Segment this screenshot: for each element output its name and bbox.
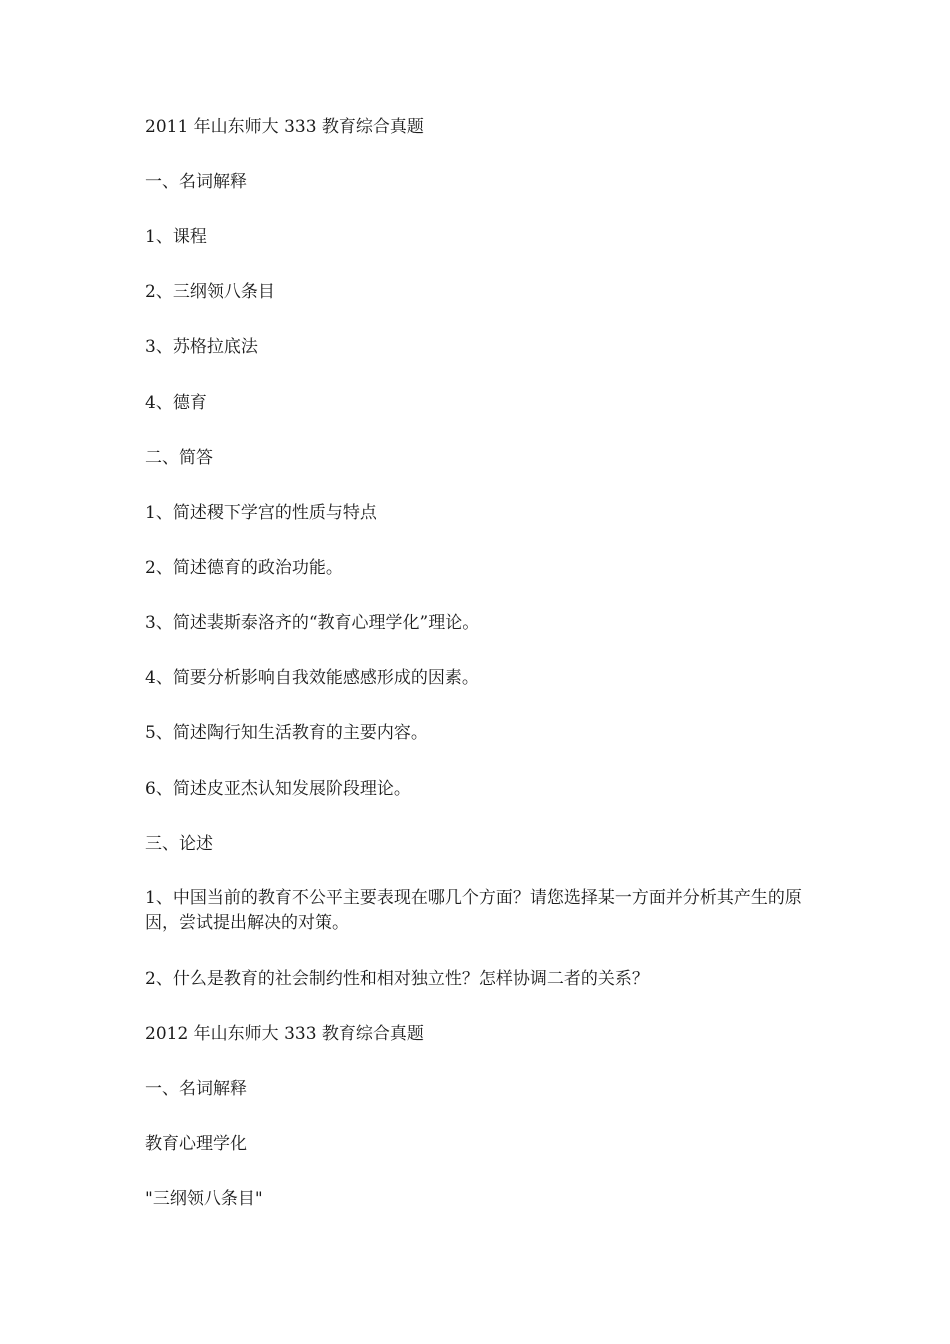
question-item: 3、苏格拉底法: [145, 337, 258, 357]
question-item: 2、什么是教育的社会制约性和相对独立性？怎样协调二者的关系？: [145, 969, 649, 989]
question-item: "三纲领八条目": [145, 1189, 263, 1209]
question-item: 2、三纲领八条目: [145, 282, 275, 302]
section-heading-terms: 一、名词解释: [145, 172, 247, 192]
question-item: 5、简述陶行知生活教育的主要内容。: [145, 723, 428, 743]
question-item: 1、课程: [145, 227, 207, 247]
exam-title-2011: 2011 年山东师大 333 教育综合真题: [145, 117, 424, 137]
question-item: 4、德育: [145, 393, 207, 413]
section-heading-essay: 三、论述: [145, 834, 213, 854]
question-item: 教育心理学化: [145, 1134, 247, 1154]
question-item: 1、中国当前的教育不公平主要表现在哪几个方面？请您选择某一方面并分析其产生的原因，尝试提出解决的对策。: [145, 888, 802, 933]
question-item: 6、简述皮亚杰认知发展阶段理论。: [145, 779, 411, 799]
question-item: 3、简述裴斯泰洛齐的“教育心理学化”理论。: [145, 613, 480, 633]
exam-title-2012: 2012 年山东师大 333 教育综合真题: [145, 1024, 424, 1044]
section-heading-short-answer: 二、简答: [145, 448, 213, 468]
question-item: 1、简述稷下学宫的性质与特点: [145, 503, 377, 523]
section-heading-terms: 一、名词解释: [145, 1079, 247, 1099]
question-item: 2、简述德育的政治功能。: [145, 558, 343, 578]
question-item: 4、简要分析影响自我效能感感形成的因素。: [145, 668, 479, 688]
